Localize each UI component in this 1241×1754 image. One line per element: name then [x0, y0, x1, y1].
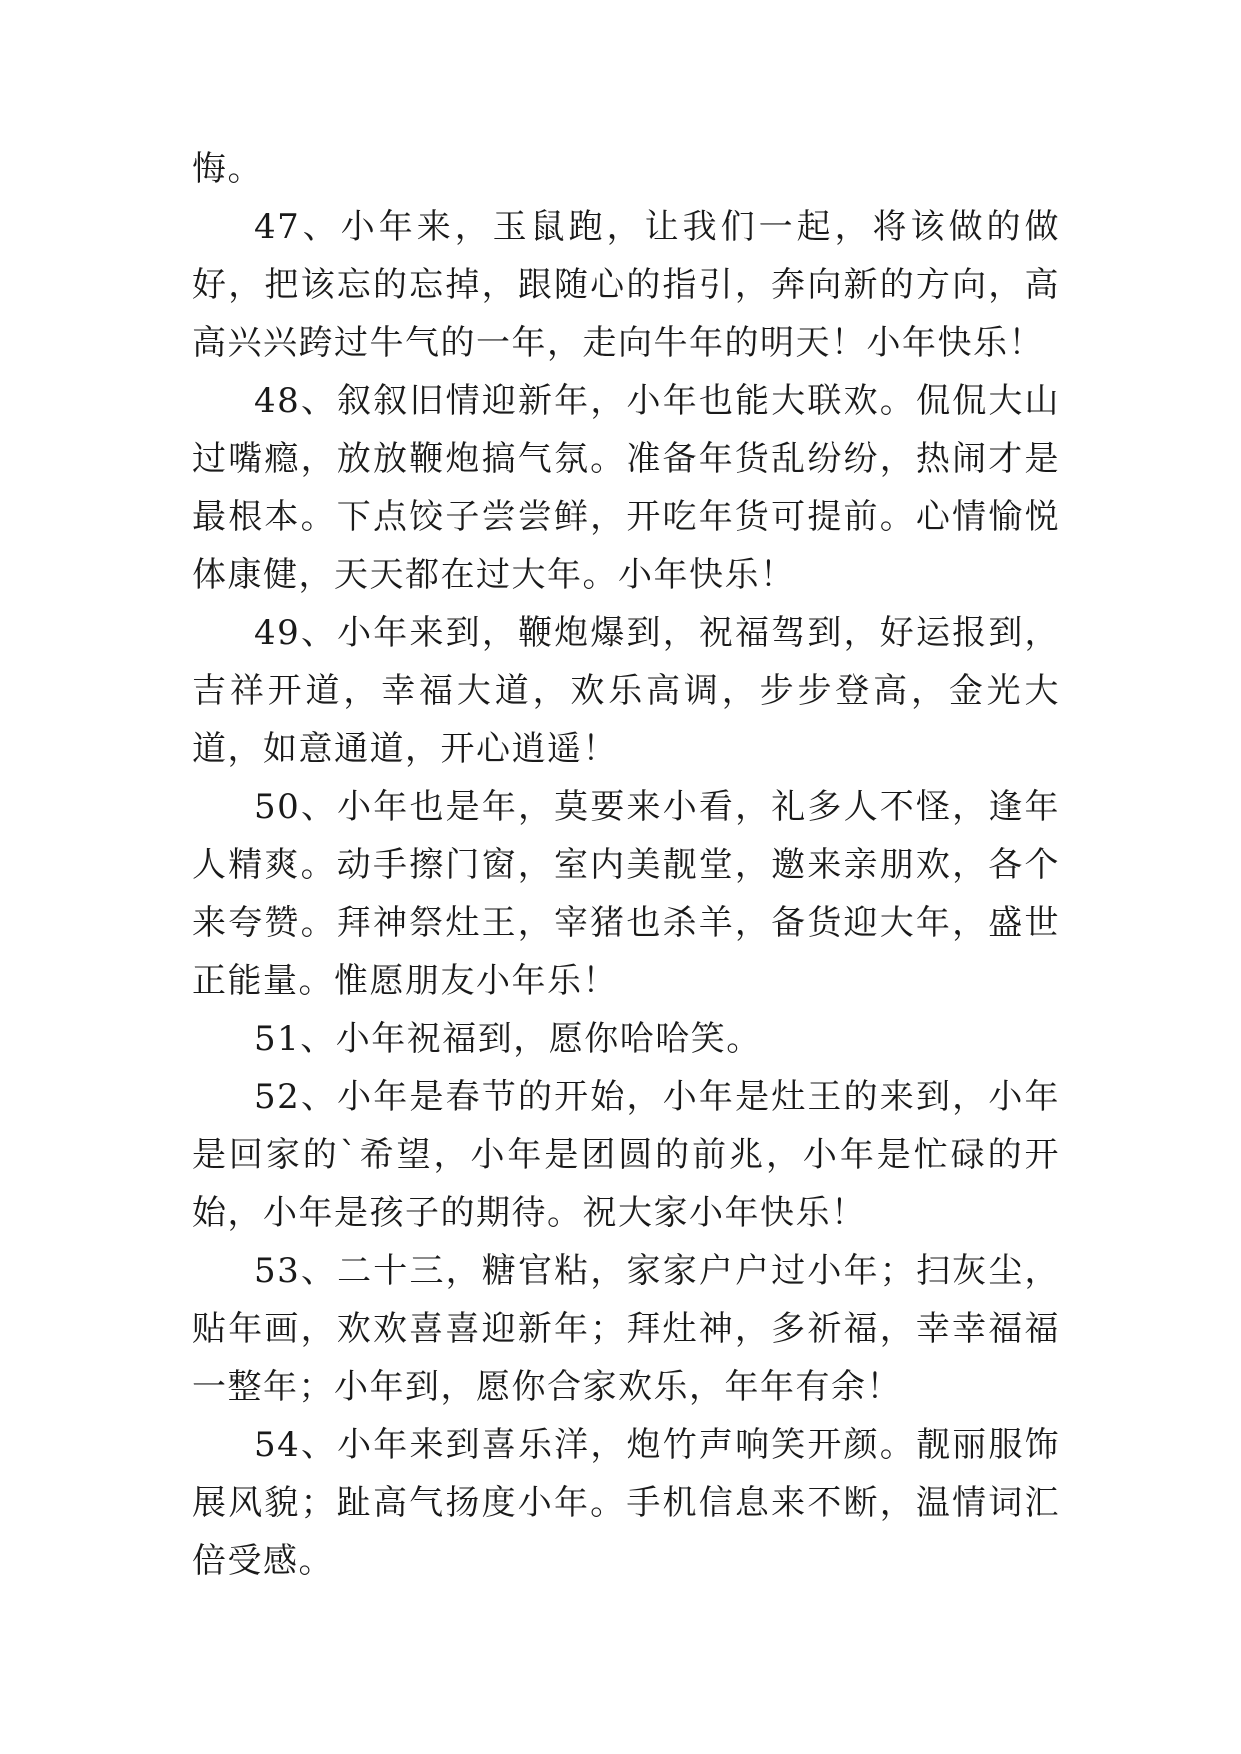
document-page [192, 140, 1060, 1590]
paragraph-54: 54、小年来到喜乐洋，炮竹声响笑开颜。靓丽服饰展风貌；趾高气扬度小年。手机信息来不断，温情词汇倍受感。 [192, 1425, 1060, 1581]
paragraph-continuation: 悔。 [192, 149, 263, 189]
paragraph-51: 51、小年祝福到，愿你哈哈笑。 [254, 1019, 762, 1059]
paragraph-48: 48、叙叙旧情迎新年，小年也能大联欢。侃侃大山过嘴瘾，放放鞭炮搞气氛。准备年货乱纷纷，热闹才是最根本。下点饺子尝尝鲜，开吃年货可提前。心情愉悦体康健，天天都在过大年。小年快乐！ [192, 381, 1060, 595]
paragraph-49: 49、小年来到，鞭炮爆到，祝福驾到，好运报到，吉祥开道，幸福大道，欢乐高调，步步登高，金光大道，如意通道，开心逍遥！ [192, 613, 1060, 769]
paragraph-50: 50、小年也是年，莫要来小看，礼多人不怪，逢年人精爽。动手擦门窗，室内美靓堂，邀来亲朋欢，各个来夸赞。拜神祭灶王，宰猪也杀羊，备货迎大年，盛世正能量。惟愿朋友小年乐！ [192, 787, 1060, 1001]
paragraph-47: 47、小年来，玉鼠跑，让我们一起，将该做的做好，把该忘的忘掉，跟随心的指引，奔向新的方向，高高兴兴跨过牛气的一年，走向牛年的明天！小年快乐！ [192, 207, 1060, 363]
paragraph-53: 53、二十三，糖官粘，家家户户过小年；扫灰尘，贴年画，欢欢喜喜迎新年；拜灶神，多祈福，幸幸福福一整年；小年到，愿你合家欢乐，年年有余！ [192, 1251, 1060, 1407]
paragraph-52: 52、小年是春节的开始，小年是灶王的来到，小年是回家的`希望，小年是团圆的前兆，小年是忙碌的开始，小年是孩子的期待。祝大家小年快乐！ [192, 1077, 1060, 1233]
